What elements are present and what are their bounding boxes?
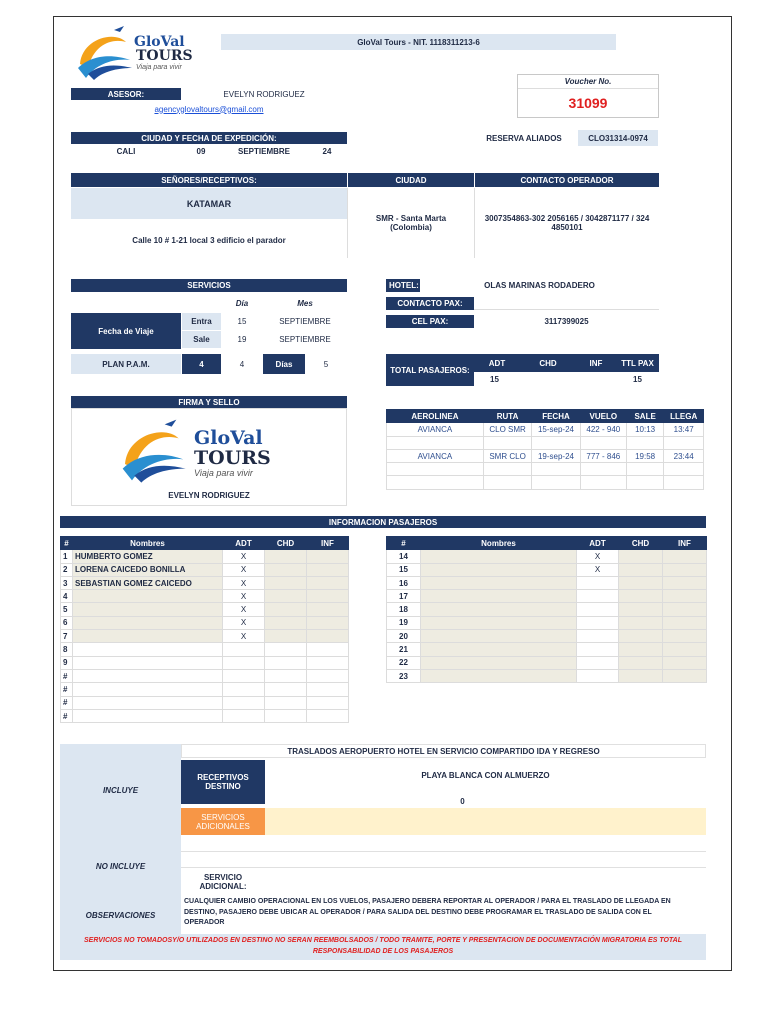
- pax-row: [387, 616, 707, 629]
- pax-row: [61, 643, 349, 656]
- pax-chd: [619, 576, 663, 589]
- pax-adt: [577, 656, 619, 669]
- receptivos-header: SEÑORES/RECEPTIVOS:: [71, 173, 347, 187]
- vuelo-header: FECHA: [532, 410, 580, 423]
- pax-adt: [223, 656, 265, 669]
- vuelo-cell: 19-sep-24: [532, 449, 580, 462]
- firma-header: FIRMA Y SELLO: [71, 396, 347, 408]
- header-title: GloVal Tours - NIT. 1118311213-6: [221, 34, 616, 50]
- pax-number: 23: [387, 669, 421, 682]
- expedicion-month: SEPTIEMBRE: [237, 147, 290, 156]
- pax-name: [73, 696, 223, 709]
- receptivo-address: Calle 10 # 1-21 local 3 edificio el parador: [132, 235, 286, 245]
- receptivo-contact-text: 3007354863-302 2056165 / 3042871177 / 324 4850101: [484, 214, 650, 232]
- pax-number: #: [61, 669, 73, 682]
- pasajeros-right-table: [386, 536, 707, 683]
- pax-chd: [619, 550, 663, 563]
- vuelo-row: [387, 423, 704, 436]
- pax-row: [61, 563, 349, 576]
- voucher-number: 31099: [568, 95, 608, 111]
- pax-name: [421, 616, 577, 629]
- firma-box: [71, 408, 347, 506]
- vuelo-header: VUELO: [580, 410, 626, 423]
- pax-name: [421, 550, 577, 563]
- pax-inf: [663, 656, 707, 669]
- mes-label: Mes: [297, 298, 313, 308]
- footer-disclaimer: SERVICIOS NO TOMADOSY/O UTILIZADOS EN DESTINO NO SERAN REEMBOLSADOS / TODO TRAMITE, PORTE Y PRESENTACION DE DOCUMENTACIÓN MIGRATORIA ES TOTAL RESPONSABILIDAD DE LOS PASAJEROS: [83, 937, 683, 955]
- pax-name: [421, 643, 577, 656]
- pax-inf: [307, 630, 349, 643]
- dia-label: Día: [235, 298, 249, 308]
- vuelos-table: [386, 409, 704, 490]
- firma-name: EVELYN RODRIGUEZ: [168, 490, 250, 500]
- vuelo-cell: 777 - 846: [580, 449, 626, 462]
- pax-name: [421, 669, 577, 682]
- pax-adt: X: [223, 603, 265, 616]
- expedicion-year: 24: [322, 147, 332, 156]
- pax-inf: [307, 696, 349, 709]
- pax-name: [73, 709, 223, 722]
- pax-name: HUMBERTO GOMEZ: [73, 550, 223, 563]
- pax-name: [73, 669, 223, 682]
- vuelo-cell: SMR CLO: [483, 449, 531, 462]
- voucher-box: [517, 74, 659, 118]
- pax-row: [61, 616, 349, 629]
- fecha-viaje-label: Fecha de Viaje: [71, 313, 181, 349]
- dias-value: 5: [323, 359, 329, 369]
- receptivo-name: KATAMAR: [71, 188, 347, 219]
- pax-chd: [265, 656, 307, 669]
- vuelo-empty-cell: [626, 436, 663, 449]
- pax-chd: [265, 550, 307, 563]
- pax-number: 15: [387, 563, 421, 576]
- vuelo-cell: 23:44: [664, 449, 704, 462]
- contacto-operador-header: CONTACTO OPERADOR: [474, 173, 659, 187]
- pax-number: 5: [61, 603, 73, 616]
- pax-inf: [663, 576, 707, 589]
- pax-inf: [307, 563, 349, 576]
- adt-value: 15: [490, 375, 499, 384]
- observaciones-text: CUALQUIER CAMBIO OPERACIONAL EN LOS VUELOS, PASAJERO DEBERA REPORTAR AL OPERADOR / PARA EL TRASLADO DE LLEGADA EN DESTINO, PASAJERO DEBE UBICAR AL OPERADOR / PARA SALIDA DEL DESTINO DEBE PROGRAMAR EL TRASLADO DE SALIDA CON EL OPERADOR: [184, 898, 671, 926]
- vuelo-empty-cell: [483, 436, 531, 449]
- receptivos-destino-text: RECEPTIVOS DESTINO: [197, 773, 249, 791]
- ttl-pax-header: TTL PAX: [616, 354, 659, 372]
- vuelo-header: SALE: [626, 410, 663, 423]
- pax-chd: [619, 669, 663, 682]
- adt-header: ADT: [474, 354, 520, 372]
- ciudad-header: CIUDAD: [347, 173, 474, 187]
- pax-number: 21: [387, 643, 421, 656]
- receptivos-destino-value: PLAYA BLANCA CON ALMUERZO: [421, 770, 550, 780]
- receptivos-destino-label: [181, 760, 265, 804]
- pax-inf: [307, 656, 349, 669]
- entra-dia: 15: [237, 317, 247, 326]
- stamp-logo: [118, 415, 298, 485]
- pax-adt: X: [223, 563, 265, 576]
- cel-pax-value: 3117399025: [544, 317, 589, 326]
- pax-header: CHD: [265, 537, 307, 550]
- pax-number: 2: [61, 563, 73, 576]
- servicios-adicionales-text: SERVICIOS ADICIONALES: [196, 812, 250, 831]
- pax-row: [61, 576, 349, 589]
- vuelo-empty-cell: [664, 436, 704, 449]
- pax-inf: [307, 576, 349, 589]
- pax-inf: [663, 630, 707, 643]
- vuelo-empty-cell: [483, 463, 531, 476]
- pax-adt: X: [223, 616, 265, 629]
- pax-inf: [307, 643, 349, 656]
- hotel-name: OLAS MARINAS RODADERO: [484, 281, 595, 290]
- vuelo-empty-cell: [626, 463, 663, 476]
- pax-name: [73, 630, 223, 643]
- vuelo-cell: 15-sep-24: [532, 423, 580, 436]
- pax-row: [61, 709, 349, 722]
- pax-header: INF: [663, 537, 707, 550]
- pax-row: [61, 603, 349, 616]
- logo-name-bottom: TOURS: [136, 48, 193, 64]
- vuelo-header: AEROLINEA: [387, 410, 484, 423]
- sale-mes: SEPTIEMBRE: [279, 335, 331, 344]
- company-logo: [74, 24, 194, 80]
- pax-chd: [619, 616, 663, 629]
- reserva-code: CLO31314-0974: [578, 130, 658, 146]
- pax-number: 4: [61, 590, 73, 603]
- vuelo-empty-cell: [580, 463, 626, 476]
- pax-chd: [619, 563, 663, 576]
- receptivos-zero: 0: [460, 796, 465, 806]
- pax-header: INF: [307, 537, 349, 550]
- asesor-email-link[interactable]: agencyglovaltours@gmail.com: [154, 104, 264, 114]
- pax-chd: [265, 603, 307, 616]
- servicio-adicional-text: SERVICIO ADICIONAL:: [199, 873, 247, 891]
- pax-inf: [307, 669, 349, 682]
- pax-header: CHD: [619, 537, 663, 550]
- no-incluye-row1: [181, 836, 706, 852]
- pax-row: [61, 590, 349, 603]
- pax-row: [61, 696, 349, 709]
- servicios-adicionales-label: [181, 808, 265, 835]
- stamp-slogan: Viaja para vivir: [194, 468, 253, 478]
- info-pasajeros-header: INFORMACION PASAJEROS: [60, 516, 706, 528]
- stamp-name-bottom: TOURS: [194, 447, 271, 469]
- reserva-label: RESERVA ALIADOS: [486, 133, 562, 143]
- vuelo-empty-cell: [387, 436, 484, 449]
- pax-row: [61, 683, 349, 696]
- cel-pax-label: CEL PAX:: [386, 315, 474, 328]
- chd-value: [520, 373, 576, 386]
- asesor-label: ASESOR:: [71, 88, 181, 100]
- expedicion-label: CIUDAD Y FECHA DE EXPEDICIÓN:: [71, 132, 347, 144]
- vuelo-empty-cell: [532, 463, 580, 476]
- servicios-header: SERVICIOS: [71, 279, 347, 292]
- pax-inf: [663, 643, 707, 656]
- pax-inf: [663, 590, 707, 603]
- chd-header: CHD: [520, 354, 576, 372]
- hotel-label: HOTEL:: [386, 279, 420, 292]
- vuelo-cell: 10:13: [626, 423, 663, 436]
- pax-number: 19: [387, 616, 421, 629]
- receptivo-city-text: SMR - Santa Marta (Colombia): [375, 214, 447, 232]
- pax-chd: [265, 643, 307, 656]
- expedicion-day: 09: [196, 147, 206, 156]
- vuelo-cell: AVIANCA: [387, 423, 484, 436]
- pax-header: Nombres: [73, 537, 223, 550]
- pax-inf: [663, 669, 707, 682]
- vuelo-cell: CLO SMR: [483, 423, 531, 436]
- entra-label: Entra: [182, 313, 221, 330]
- pax-name: [73, 683, 223, 696]
- pax-inf: [663, 563, 707, 576]
- vuelo-cell: AVIANCA: [387, 449, 484, 462]
- pax-adt: [577, 630, 619, 643]
- noches-label: 4: [182, 354, 221, 374]
- pax-chd: [265, 616, 307, 629]
- pax-adt: [223, 669, 265, 682]
- pax-number: 18: [387, 603, 421, 616]
- pax-row: [387, 550, 707, 563]
- pasajeros-left-table: [60, 536, 349, 723]
- pax-number: 20: [387, 630, 421, 643]
- pax-chd: [619, 643, 663, 656]
- pax-row: [387, 669, 707, 682]
- contacto-pax-value: [474, 297, 659, 310]
- stamp-name-top: GloVal: [194, 427, 263, 449]
- pax-header: #: [61, 537, 73, 550]
- no-incluye-row2: [181, 852, 706, 868]
- pax-name: LORENA CAICEDO BONILLA: [73, 563, 223, 576]
- vuelo-empty-cell: [580, 436, 626, 449]
- pax-name: [421, 576, 577, 589]
- receptivo-city: [347, 188, 474, 258]
- pax-chd: [265, 563, 307, 576]
- vuelo-row: [387, 449, 704, 462]
- pax-row: [387, 563, 707, 576]
- pax-adt: [223, 643, 265, 656]
- pax-inf: [307, 603, 349, 616]
- pax-chd: [265, 683, 307, 696]
- vuelo-cell: 13:47: [664, 423, 704, 436]
- pax-adt: [577, 616, 619, 629]
- vuelo-empty-cell: [387, 463, 484, 476]
- pax-row: [61, 656, 349, 669]
- pax-adt: X: [577, 550, 619, 563]
- pax-adt: X: [223, 576, 265, 589]
- pax-row: [387, 576, 707, 589]
- asesor-name: EVELYN RODRIGUEZ: [223, 89, 305, 99]
- pax-inf: [307, 616, 349, 629]
- pax-adt: [223, 709, 265, 722]
- vuelo-cell: 19:58: [626, 449, 663, 462]
- inf-value: [576, 373, 616, 386]
- pax-chd: [265, 709, 307, 722]
- vuelo-header: LLEGA: [664, 410, 704, 423]
- pax-adt: [223, 683, 265, 696]
- pax-adt: X: [223, 550, 265, 563]
- pax-number: 1: [61, 550, 73, 563]
- pax-chd: [619, 630, 663, 643]
- pax-adt: [577, 603, 619, 616]
- servicio-adicional-label: [181, 868, 265, 896]
- servicios-adicionales-value: [265, 808, 706, 835]
- pax-name: [73, 590, 223, 603]
- pax-name: [421, 563, 577, 576]
- dias-label: Días: [263, 354, 305, 374]
- pax-adt: X: [223, 630, 265, 643]
- pax-header: ADT: [223, 537, 265, 550]
- pax-number: #: [61, 696, 73, 709]
- pax-number: 7: [61, 630, 73, 643]
- pax-row: [61, 669, 349, 682]
- pax-inf: [307, 550, 349, 563]
- pax-adt: [577, 669, 619, 682]
- plan-label: PLAN P.A.M.: [71, 354, 181, 374]
- inf-header: INF: [576, 354, 616, 372]
- pax-row: [387, 603, 707, 616]
- vuelo-empty-cell: [532, 476, 580, 489]
- pax-chd: [619, 656, 663, 669]
- pax-number: 14: [387, 550, 421, 563]
- pax-name: [73, 603, 223, 616]
- vuelo-empty-cell: [664, 463, 704, 476]
- pax-chd: [265, 630, 307, 643]
- contacto-pax-label: CONTACTO PAX:: [386, 297, 474, 310]
- vuelo-cell: 422 - 940: [580, 423, 626, 436]
- vuelo-empty-cell: [580, 476, 626, 489]
- no-incluye-label: NO INCLUYE: [95, 861, 146, 871]
- pax-inf: [307, 683, 349, 696]
- vuelo-empty-cell: [532, 436, 580, 449]
- pax-number: 9: [61, 656, 73, 669]
- pax-adt: X: [577, 563, 619, 576]
- pax-chd: [619, 590, 663, 603]
- observaciones-label: OBSERVACIONES: [85, 910, 156, 920]
- expedicion-city: CALI: [116, 147, 136, 156]
- pax-inf: [663, 550, 707, 563]
- noches-value: 4: [239, 359, 245, 369]
- voucher-label: Voucher No.: [518, 75, 658, 89]
- pax-chd: [265, 696, 307, 709]
- pax-number: #: [61, 709, 73, 722]
- ttl-pax-value: 15: [633, 375, 642, 384]
- sale-label: Sale: [182, 331, 221, 348]
- pax-row: [387, 630, 707, 643]
- pax-name: [73, 616, 223, 629]
- pax-header: ADT: [577, 537, 619, 550]
- pax-number: 22: [387, 656, 421, 669]
- pax-name: SEBASTIAN GOMEZ CAICEDO: [73, 576, 223, 589]
- pax-header: Nombres: [421, 537, 577, 550]
- pax-inf: [663, 616, 707, 629]
- vuelo-empty-cell: [387, 476, 484, 489]
- pax-adt: X: [223, 590, 265, 603]
- pax-name: [421, 603, 577, 616]
- pax-number: 6: [61, 616, 73, 629]
- logo-swoosh-icon: [74, 24, 134, 80]
- vuelo-header: RUTA: [483, 410, 531, 423]
- pax-chd: [265, 590, 307, 603]
- pax-chd: [619, 603, 663, 616]
- pax-number: 16: [387, 576, 421, 589]
- incluye-label: INCLUYE: [102, 785, 139, 795]
- receptivo-contact: [474, 188, 659, 258]
- pax-row: [387, 656, 707, 669]
- pax-row: [61, 630, 349, 643]
- pax-chd: [265, 576, 307, 589]
- traslados-text: TRASLADOS AEROPUERTO HOTEL EN SERVICIO COMPARTIDO IDA Y REGRESO: [181, 744, 706, 758]
- pax-adt: [577, 576, 619, 589]
- pax-name: [73, 656, 223, 669]
- pax-number: 3: [61, 576, 73, 589]
- pax-number: 17: [387, 590, 421, 603]
- pax-chd: [265, 669, 307, 682]
- pax-name: [73, 643, 223, 656]
- pax-adt: [577, 643, 619, 656]
- pax-name: [421, 590, 577, 603]
- total-pasajeros-label: TOTAL PASAJEROS:: [386, 354, 474, 386]
- vuelo-empty-cell: [664, 476, 704, 489]
- pax-inf: [307, 590, 349, 603]
- pax-header: #: [387, 537, 421, 550]
- sale-dia: 19: [237, 335, 247, 344]
- pax-row: [387, 590, 707, 603]
- pax-row: [61, 550, 349, 563]
- pax-number: #: [61, 683, 73, 696]
- logo-name-top: GloVal: [134, 34, 185, 50]
- stamp-swoosh-icon: [118, 415, 188, 485]
- pax-name: [421, 656, 577, 669]
- pax-number: 8: [61, 643, 73, 656]
- vuelo-empty-cell: [626, 476, 663, 489]
- pax-adt: [577, 590, 619, 603]
- pax-row: [387, 643, 707, 656]
- pax-adt: [223, 696, 265, 709]
- pax-inf: [307, 709, 349, 722]
- pax-inf: [663, 603, 707, 616]
- pax-name: [421, 630, 577, 643]
- vuelo-empty-cell: [483, 476, 531, 489]
- entra-mes: SEPTIEMBRE: [279, 317, 331, 326]
- logo-slogan: Viaja para vivir: [136, 64, 182, 71]
